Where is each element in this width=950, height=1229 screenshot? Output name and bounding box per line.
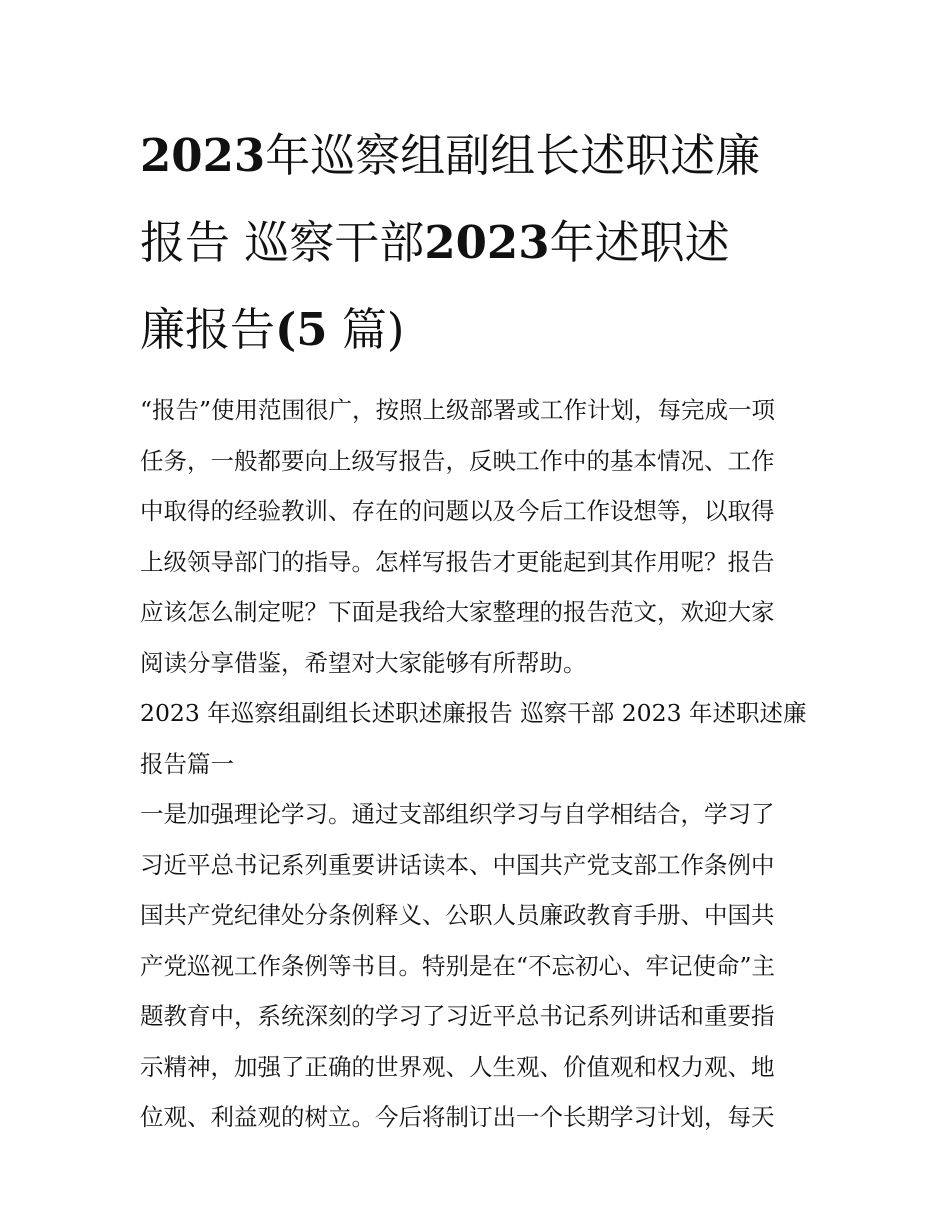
body-line: 题教育中，系统深刻的学习了习近平总书记系列讲话和重要指 bbox=[140, 1002, 775, 1030]
intro-line: 阅读分享借鉴，希望对大家能够有所帮助。 bbox=[140, 648, 587, 677]
title-year: 2023 bbox=[424, 216, 550, 269]
title-text: 篇) bbox=[327, 303, 405, 356]
intro-paragraph bbox=[140, 385, 812, 688]
title-year: 2023 bbox=[140, 129, 266, 182]
title-line-3 bbox=[140, 286, 812, 373]
intro-line: 中取得的经验教训、存在的问题以及今后工作设想等，以取得 bbox=[140, 497, 775, 525]
body-line: 国共产党纪律处分条例释义、公职人员廉政教育手册、中国共 bbox=[140, 901, 775, 929]
title-text: 年巡察组副组长述职述廉 bbox=[265, 129, 761, 182]
intro-line: 上级领导部门的指导。怎样写报告才更能起到其作用呢？报告 bbox=[140, 547, 775, 576]
title-line-2 bbox=[140, 199, 812, 286]
body-line: 一是加强理论学习。通过支部组织学习与自学相结合，学习了 bbox=[140, 800, 775, 828]
intro-line: 任务，一般都要向上级写报告，反映工作中的基本情况、工作 bbox=[140, 446, 775, 475]
title-text: 报告 巡察干部 bbox=[140, 216, 425, 269]
body-line: 习近平总书记系列重要讲话读本、中国共产党支部工作条例中 bbox=[140, 850, 775, 879]
section-heading-line: 报告篇一 bbox=[140, 749, 234, 778]
section-heading-line: 2023 年巡察组副组长述职述廉报告 巡察干部 2023 年述职述廉 bbox=[140, 699, 807, 727]
title-text: 廉报告 bbox=[140, 303, 276, 356]
document-page bbox=[140, 112, 812, 1143]
body-line: 示精神，加强了正确的世界观、人生观、价值观和权力观、地 bbox=[140, 1052, 775, 1081]
title-count: (5 bbox=[275, 303, 328, 356]
title-text: 年述职述 bbox=[549, 216, 730, 269]
intro-line: 应该怎么制定呢？下面是我给大家整理的报告范文，欢迎大家 bbox=[140, 598, 775, 626]
document-title bbox=[140, 112, 812, 373]
section-heading bbox=[140, 688, 812, 789]
body-paragraph bbox=[140, 789, 812, 1143]
body-line: 位观、利益观的树立。今后将制订出一个长期学习计划，每天 bbox=[140, 1103, 775, 1131]
title-line-1 bbox=[140, 112, 812, 199]
intro-line: “报告”使用范围很广，按照上级部署或工作计划，每完成一项 bbox=[140, 396, 776, 424]
body-line: 产党巡视工作条例等书目。特别是在“不忘初心、牢记使命”主 bbox=[140, 951, 776, 980]
